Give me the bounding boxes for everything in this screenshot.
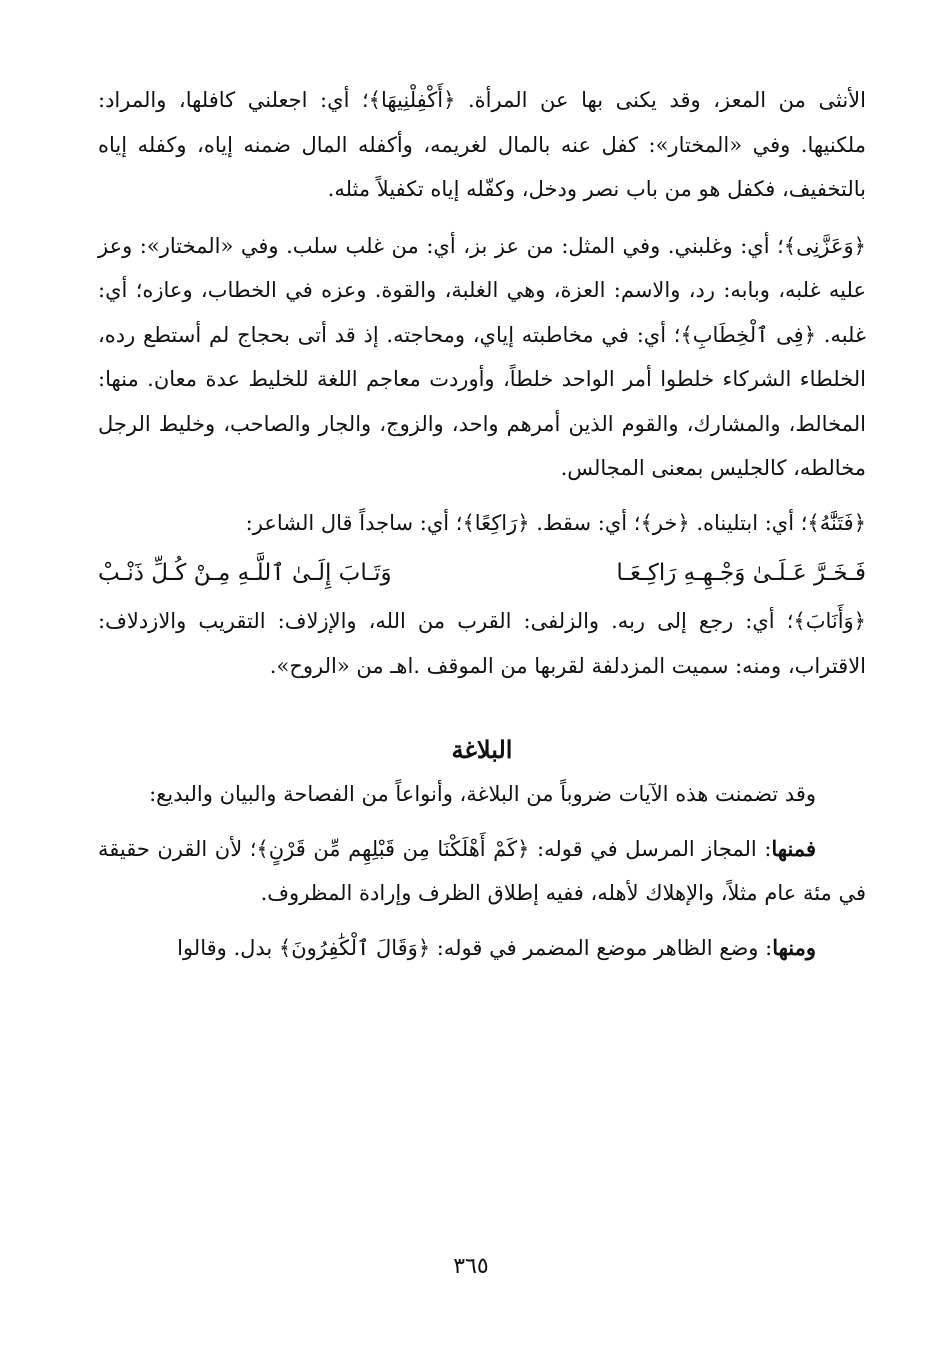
poem-second-hemistich: وَتَـابَ إِلَـىٰ ٱللَّـهِ مِـنْ كُـلِّ ذَنْـبْ xyxy=(98,560,392,586)
spacer xyxy=(98,491,866,501)
paragraph-balagha-intro: وقد تضمنت هذه الآيات ضروباً من البلاغة، وأنواعاً من الفصاحة والبيان والبديع: xyxy=(149,782,816,806)
paragraph-kafil: الأنثى من المعز، وقد يكنى بها عن المرأة. ﴿أَكْفِلْنِيهَا﴾؛ أي: اجعلني كافلها، والمراد: ملكنيها. وفي «المختار»: كفل عنه بالمال لغريمه، وأكفله المال ضمنه إياه، وكفله إياه بالتخفيف، فكفل هو من باب نصر ودخل، وكفّله إياه تكفيلاً مثله. xyxy=(98,88,866,201)
paragraph-text: : المجاز المرسل في قوله: ﴿كَمْ أَهْلَكْنَا مِن قَبْلِهِم مِّن قَرْنٍ﴾؛ لأن القرن حقيقة في مئة عام مثلاً، والإهلاك لأهله، ففيه إطلاق الظرف وإرادة المظروف. xyxy=(98,836,866,905)
paragraph-lead: ومنها xyxy=(772,934,816,960)
spacer xyxy=(98,916,866,926)
paragraph-azz: ﴿وَعَزَّنِى﴾؛ أي: وغلبني. وفي المثل: من عز بز، أي: من غلب سلب. وفي «المختار»: وعز عليه غلبه، وبابه: رد، والاسم: العزة، وهي الغلبة، والقوة. وعزه في الخطاب، وعازه؛ أي: غلبه. ﴿فِى ٱلْخِطَابِ﴾؛ أي: في مخاطبته إياي، ومحاجته. إذ قد أتى بحجاج لم أستطع رده، الخلطاء الشركاء خلطوا أمر الواحد خلطاً، وأوردت معاجم اللغة للخليط عدة معان. منها: المخالط، والمشارك، والقوم الذين أمرهم واحد، والزوج، والجار والصاحب، وخليط الرجل مخالطه، كالجليس بمعنى المجالس. xyxy=(98,233,866,480)
poem-first-hemistich: فَـخَـرَّ عَـلَـىٰ وَجْـهِـهِ رَاكِـعَـا xyxy=(616,560,866,586)
poem-verse xyxy=(98,547,866,599)
page-body xyxy=(98,78,866,970)
paragraph-wad-zahir xyxy=(98,926,866,971)
spacer xyxy=(98,212,866,224)
paragraph-majaz xyxy=(98,827,866,916)
spacer xyxy=(98,688,866,728)
spacer xyxy=(98,817,866,827)
section-title: البلاغة xyxy=(451,735,513,764)
paragraph-text: : وضع الظاهر موضع المضمر في قوله: ﴿وَقَالَ ٱلْكَٰفِرُونَ﴾ بدل. وقالوا xyxy=(177,935,773,960)
paragraph-anab: ﴿وَأَنَابَ﴾؛ أي: رجع إلى ربه. والزلفى: القرب من الله، والإزلاف: التقريب والازدلاف: الاقتراب، ومنه: سميت المزدلفة لقربها من الموقف .اهـ من «الروح». xyxy=(98,609,866,678)
page-number: ٣٦٥ xyxy=(453,1254,489,1279)
paragraph-fatannahu: ﴿فَتَنَّٰهُ﴾؛ أي: ابتليناه. ﴿خر﴾؛ أي: سقط. ﴿رَاكِعًا﴾؛ أي: ساجداً قال الشاعر: xyxy=(245,510,866,535)
paragraph-lead: فمنها xyxy=(771,835,816,861)
